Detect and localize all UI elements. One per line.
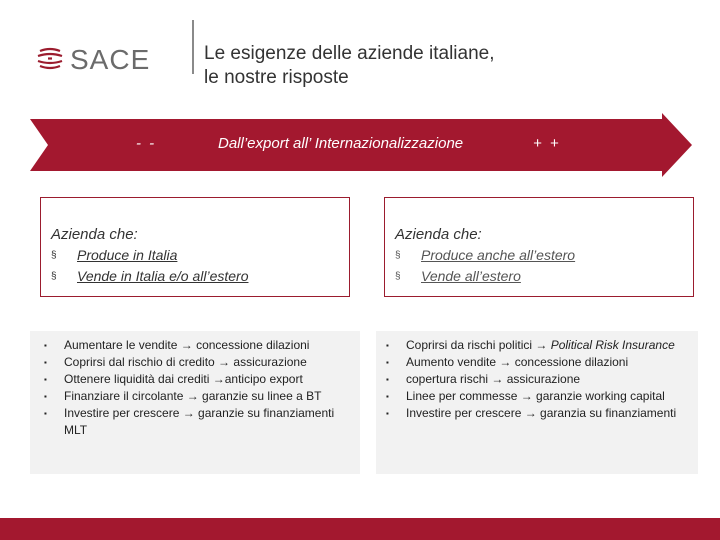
square-bullet-icon: ▪ [386,409,389,418]
square-bullet-icon: ▪ [44,358,47,367]
bullet-icon: § [51,271,57,282]
left-actions-list [30,331,360,439]
square-bullet-icon: ▪ [386,392,389,401]
list-item: ▪ copertura rischi → assicurazione [376,371,698,388]
square-bullet-icon: ▪ [44,392,47,401]
page-title: Le esigenze delle aziende italiane, le nostre risposte [204,43,495,88]
square-bullet-icon: ▪ [386,341,389,350]
arrow-minus-label: - - [136,135,157,152]
list-item: ▪ Finanziare il circolante → garanzie su linee a BT [30,388,360,405]
list-item: ▪ Investire per crescere → garanzie su finanziamenti MLT [30,405,360,439]
left-box-list [51,245,349,287]
list-item: ▪ Linee per commesse → garanzie working capital [376,388,698,405]
right-box-heading: Azienda che: [395,226,482,243]
square-bullet-icon: ▪ [44,375,47,384]
list-item: ▪ Ottenere liquidità dai crediti →anticipo export [30,371,360,388]
bullet-icon: § [395,271,401,282]
bullet-icon: § [395,250,401,261]
left-actions-panel [30,331,360,474]
sace-logo-mark-icon [36,47,64,73]
list-item: ▪ Coprirsi da rischi politici → Political Risk Insurance [376,337,698,354]
list-item: ▪ Investire per crescere → garanzia su finanziamenti [376,405,698,422]
square-bullet-icon: ▪ [44,341,47,350]
title-divider [192,20,194,74]
right-actions-list [376,331,698,422]
right-actions-panel [376,331,698,474]
list-item: ▪ Coprirsi dal rischio di credito → assicurazione [30,354,360,371]
square-bullet-icon: ▪ [386,375,389,384]
square-bullet-icon: ▪ [386,358,389,367]
list-item: § Produce anche all’estero [395,245,693,266]
arrow-plus-label: + + [533,135,561,152]
sace-logo [36,40,166,80]
left-box-heading: Azienda che: [51,226,138,243]
square-bullet-icon: ▪ [44,409,47,418]
arrow-label: Dall’export all’ Internazionalizzazione [218,135,464,152]
left-company-box [40,197,350,297]
list-item: § Vende all’estero [395,266,693,287]
list-item: § Produce in Italia [51,245,349,266]
list-item: ▪ Aumentare le vendite → concessione dilazioni [30,337,360,354]
bullet-icon: § [51,250,57,261]
right-box-list [395,245,693,287]
footer-bar [0,518,720,540]
logo-wordmark: SACE [70,44,151,75]
right-company-box [384,197,694,297]
list-item: § Vende in Italia e/o all’estero [51,266,349,287]
list-item: ▪ Aumento vendite → concessione dilazioni [376,354,698,371]
